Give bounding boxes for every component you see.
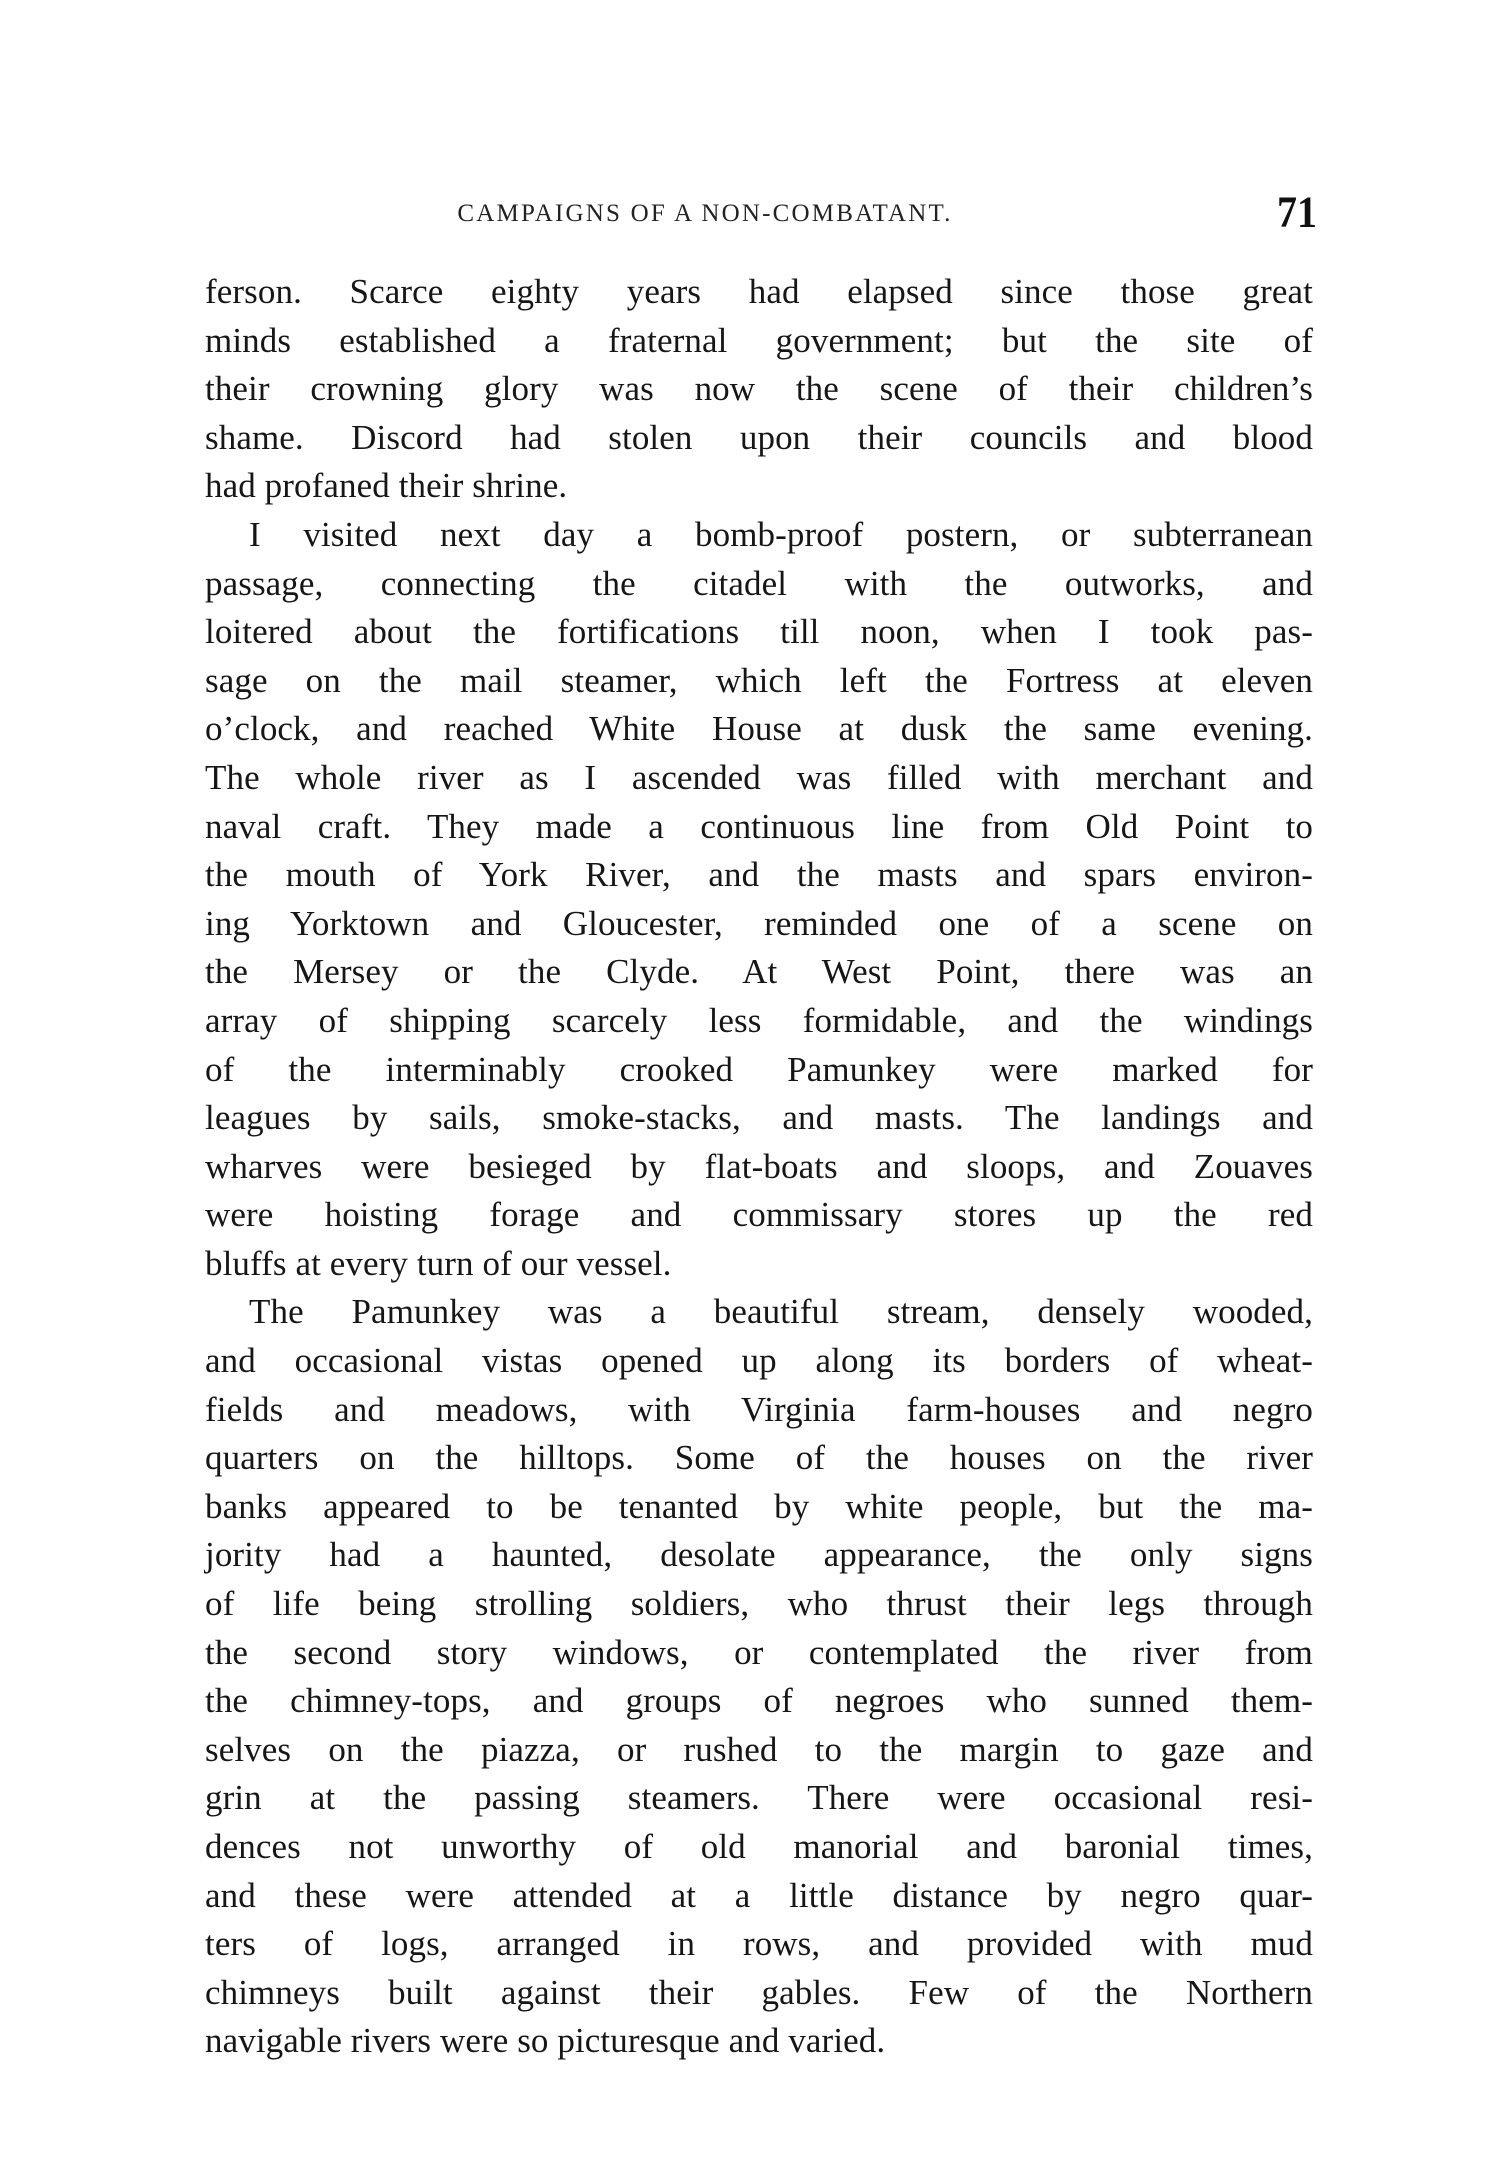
text-line: and these were attended at a little distance by negro quar-	[205, 1875, 1313, 1915]
text-line: grin at the passing steamers. There were occasional resi-	[205, 1778, 1313, 1818]
text-line: ferson. Scarce eighty years had elapsed since those great	[205, 272, 1313, 311]
text-line: passage, connecting the citadel with the outworks, and	[205, 563, 1313, 603]
text-line: banks appeared to be tenanted by white people, but the ma-	[205, 1486, 1313, 1526]
text-line: the Mersey or the Clyde. At West Point, there was an	[205, 952, 1313, 992]
page-number: 71	[1277, 186, 1317, 237]
text-line: and occasional vistas opened up along its borders of wheat-	[205, 1341, 1313, 1381]
text-line: naval craft. They made a continuous line from Old Point to	[205, 806, 1313, 846]
running-title: CAMPAIGNS OF A NON-COMBATANT.	[457, 200, 953, 227]
text-line: chimneys built against their gables. Few of the Northern	[205, 1972, 1313, 2012]
text-line: shame. Discord had stolen upon their councils and blood	[205, 417, 1313, 457]
text-line: The whole river as I ascended was filled with merchant and	[205, 757, 1313, 797]
text-line: I visited next day a bomb-proof postern, or subterranean	[249, 514, 1313, 554]
text-line: jority had a haunted, desolate appearance, the only signs	[205, 1535, 1313, 1575]
text-line: ters of logs, arranged in rows, and provided with mud	[205, 1924, 1313, 1964]
text-line: wharves were besieged by flat-boats and sloops, and Zouaves	[205, 1146, 1313, 1186]
text-line: sage on the mail steamer, which left the Fortress at eleven	[205, 660, 1313, 700]
text-line: array of shipping scarcely less formidable, and the windings	[205, 1000, 1313, 1040]
text-line: of life being strolling soldiers, who thrust their legs through	[205, 1584, 1313, 1624]
text-line: o’clock, and reached White House at dusk the same evening.	[205, 709, 1313, 749]
text-line: quarters on the hilltops. Some of the houses on the river	[205, 1438, 1313, 1478]
text-line: had profaned their shrine.	[205, 466, 568, 506]
running-head	[205, 188, 1315, 238]
text-line: leagues by sails, smoke-stacks, and masts. The landings and	[205, 1098, 1313, 1138]
text-line: navigable rivers were so picturesque and varied.	[205, 2021, 886, 2061]
text-line: of the interminably crooked Pamunkey were marked for	[205, 1049, 1313, 1089]
text-line: their crowning glory was now the scene of their children’s	[205, 369, 1313, 409]
text-line: selves on the piazza, or rushed to the margin to gaze and	[205, 1729, 1313, 1769]
text-line: dences not unworthy of old manorial and baronial times,	[205, 1827, 1313, 1866]
body-text	[205, 268, 1313, 2066]
text-line: fields and meadows, with Virginia farm-houses and negro	[205, 1389, 1313, 1429]
text-line: the chimney-tops, and groups of negroes who sunned them-	[205, 1681, 1313, 1721]
text-line: ing Yorktown and Gloucester, reminded one of a scene on	[205, 903, 1313, 943]
text-line: the mouth of York River, and the masts and spars environ-	[205, 855, 1313, 895]
text-line: were hoisting forage and commissary stores up the red	[205, 1195, 1313, 1235]
text-line: the second story windows, or contemplated the river from	[205, 1632, 1313, 1672]
paragraph-1	[205, 268, 1313, 511]
paragraph-3	[205, 1288, 1313, 2066]
paragraph-2	[205, 511, 1313, 1289]
text-line: minds established a fraternal government; but the site of	[205, 320, 1313, 360]
text-line: loitered about the fortifications till noon, when I took pas-	[205, 612, 1313, 652]
text-line: bluffs at every turn of our vessel.	[205, 1243, 672, 1283]
text-line: The Pamunkey was a beautiful stream, densely wooded,	[249, 1292, 1313, 1332]
